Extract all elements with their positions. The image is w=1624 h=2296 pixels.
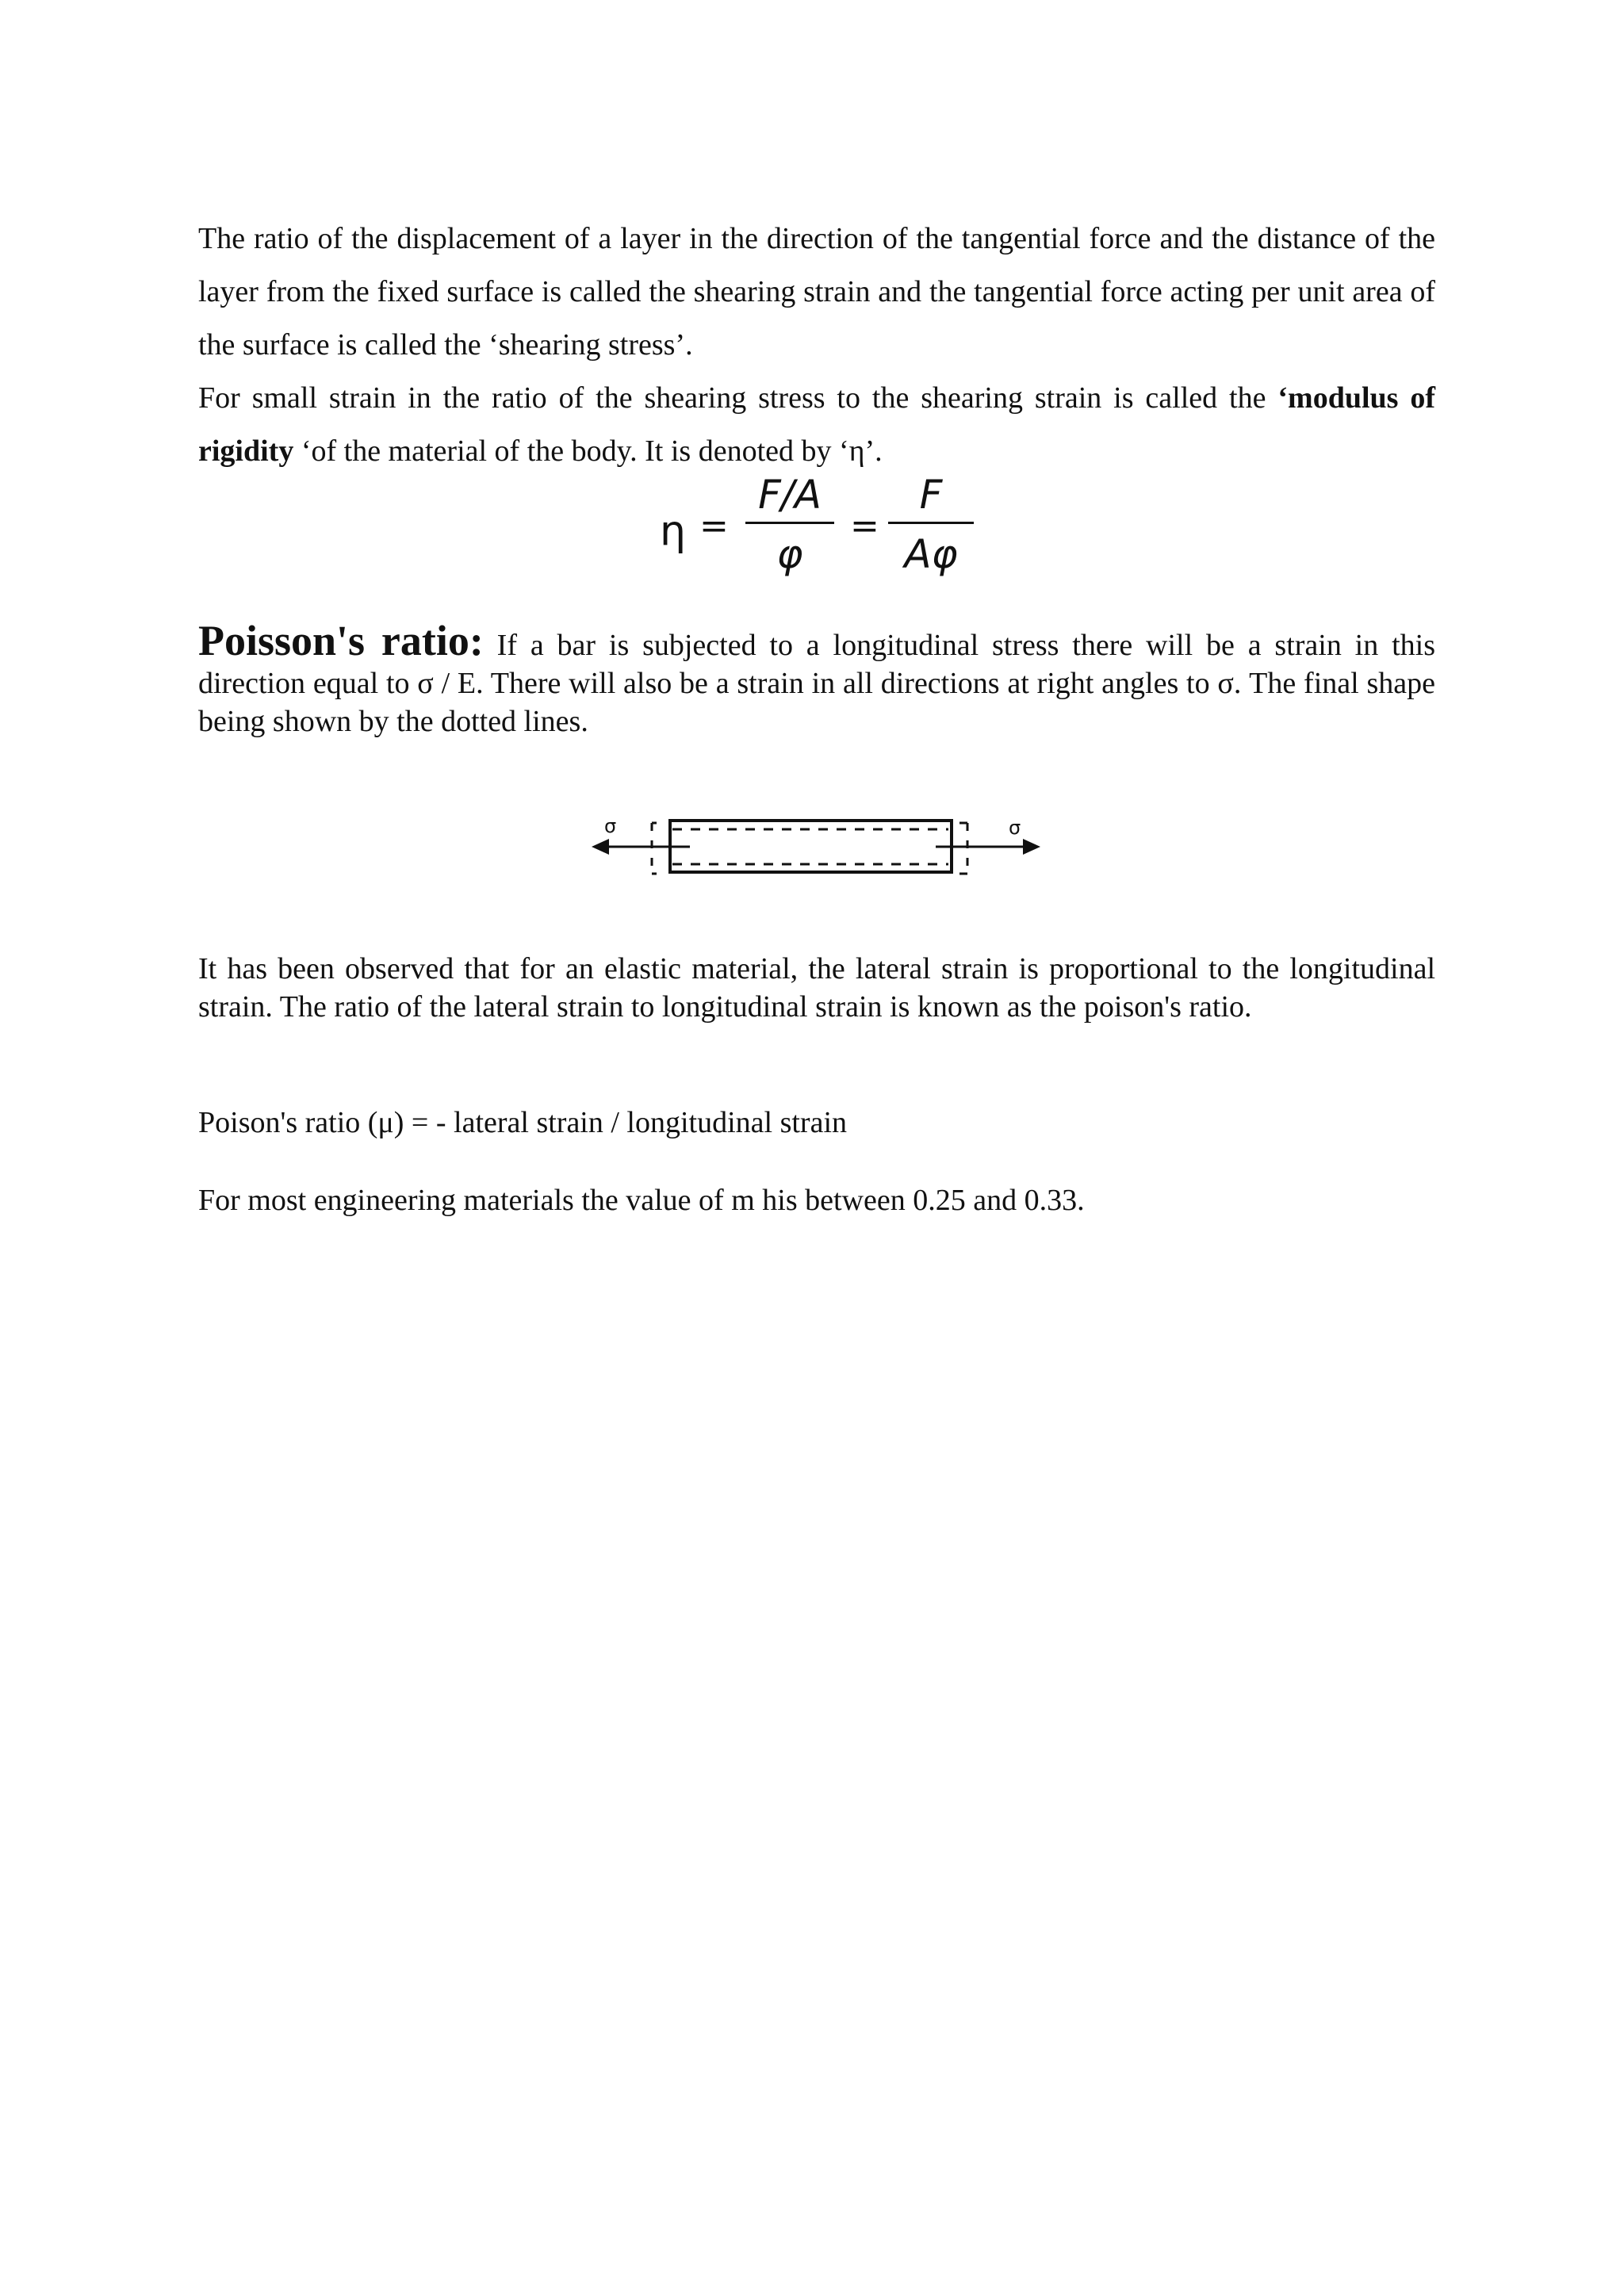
formula-equals-2: = xyxy=(850,506,879,546)
engineering-materials-paragraph: For most engineering materials the value of m his between 0.25 and 0.33. xyxy=(198,1184,1085,1217)
shearing-strain-text: The ratio of the displacement of a layer in the direction of the tangential force and the distance of the layer from the fixed surface is called the shearing strain and the tangential force acting per unit area of the surface is called the ‘shearing stress’. xyxy=(198,222,1435,362)
formula-fraction-1 xyxy=(745,469,834,580)
modulus-of-rigidity-formula xyxy=(619,469,999,588)
poisson-ratio-definition: Poison's ratio (μ) = - lateral strain / longitudinal strain xyxy=(198,1106,848,1139)
fraction-2-denominator: Aφ xyxy=(904,531,958,577)
modulus-of-rigidity-term: ‘modulus of rigidity xyxy=(198,381,1436,468)
fraction-2-numerator: F xyxy=(919,472,943,518)
bar-strain-diagram xyxy=(587,793,1047,904)
poisson-heading: Poisson's ratio: xyxy=(198,617,484,664)
poisson-text: If a bar is subjected to a longitudinal stress there will be a strain in this direction equal to σ / E. There will also be a strain in all directions at right angles to σ. The final shape being shown by the dotted lines. xyxy=(198,629,1435,738)
fraction-2-bar xyxy=(888,522,974,524)
right-sigma-label: σ xyxy=(1009,817,1021,839)
shearing-paragraph xyxy=(198,212,1435,478)
left-arrow-head xyxy=(592,839,609,855)
poisson-paragraph xyxy=(198,617,1435,740)
fraction-1-denominator: φ xyxy=(776,531,803,577)
modulus-text-end: ‘of the material of the body. It is denoted by ‘η’. xyxy=(293,434,883,468)
right-arrow-head xyxy=(1023,839,1040,855)
formula-eta: η xyxy=(660,507,686,555)
left-sigma-label: σ xyxy=(604,815,617,837)
formula-fraction-2 xyxy=(888,469,974,580)
formula-equals-1: = xyxy=(699,506,729,546)
modulus-of-rigidity-text xyxy=(198,372,1435,478)
modulus-text-start: For small strain in the ratio of the shearing stress to the shearing strain is called the xyxy=(198,381,1278,415)
fraction-1-bar xyxy=(745,522,834,524)
lateral-strain-paragraph: It has been observed that for an elastic material, the lateral strain is proportional to the longitudinal strain. The ratio of the lateral strain to longitudinal strain is known as the poison's ratio. xyxy=(198,952,1435,1024)
fraction-1-numerator: F/A xyxy=(758,472,822,518)
